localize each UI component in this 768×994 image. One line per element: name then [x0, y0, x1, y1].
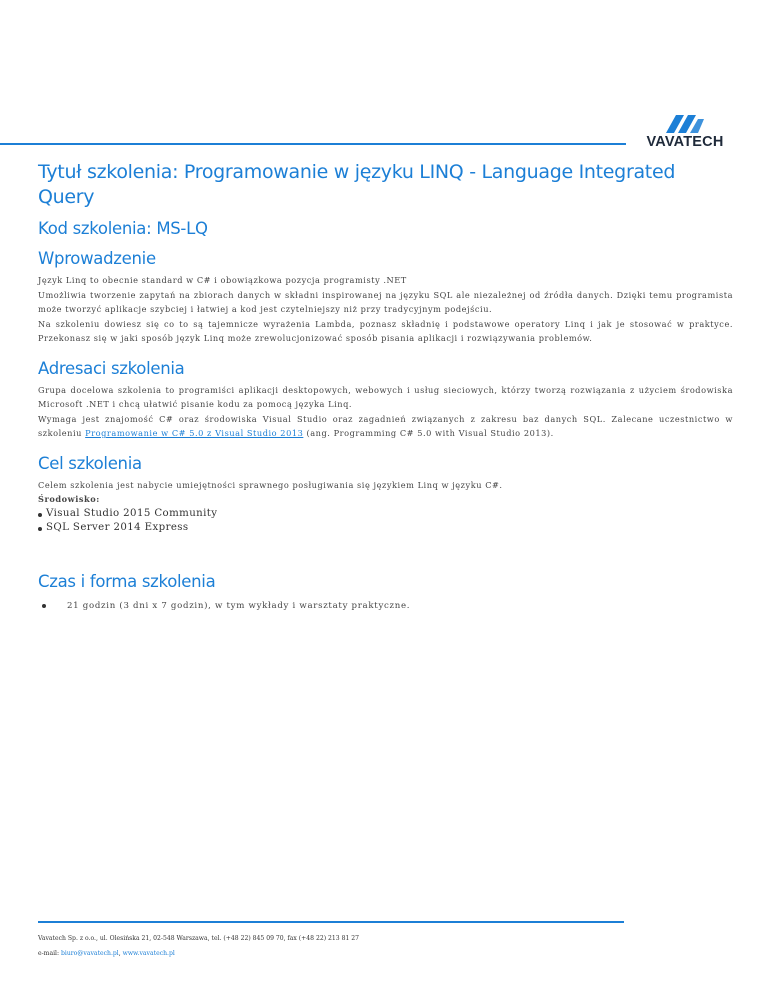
- email-link[interactable]: biuro@vavatech.pl: [60, 950, 119, 957]
- goal-text: Celem szkolenia jest nabycie umiejętności sprawnego posługiwania się językiem Linq w języku C#.: [38, 479, 503, 490]
- course-title: Tytuł szkolenia: Programowanie w języku LINQ - Language Integrated Query: [38, 161, 676, 208]
- intro-line: Na szkoleniu dowiesz się co to są tajemnicze wyrażenia Lambda, poznasz składnię i podstawowe operatory Linq i jak je stosować w praktyce. Przekonasz się w jaki sposób język Linq może zrewolucjonizować sposób pisania aplikacji i rozwiązywania problemów.: [38, 318, 733, 343]
- header-rule: [0, 143, 626, 145]
- footer-rule: [38, 921, 624, 923]
- footer-separator: ,: [118, 950, 123, 957]
- audience-section: [38, 383, 733, 441]
- intro-section: [38, 273, 733, 346]
- environment-item: SQL Server 2014 Express: [38, 521, 733, 535]
- intro-line: Umożliwia tworzenie zapytań na zbiorach danych w składni inspirowanej na języku SQL ale niezależnej od źródła danych. Dzięki temu programista może tworzyć aplikacje szybciej i łatwiej a kod jest czytelniejszy niż przy tradycyjnym podejściu.: [38, 289, 733, 314]
- requirements-text: Wymaga jest znajomość C# oraz środowiska Visual Studio oraz zagadnień związanych z zakresu baz danych SQL. Zalecane uczestnictwo w szkoleniu: [38, 413, 733, 438]
- audience-heading: Adresaci szkolenia: [38, 358, 185, 378]
- footer: [38, 931, 638, 961]
- environment-item: Visual Studio 2015 Community: [38, 507, 733, 521]
- audience-requirements: [38, 412, 733, 441]
- logo-mark-icon: [636, 113, 734, 135]
- vavatech-logo: [636, 113, 734, 155]
- recommended-course-link[interactable]: Programowanie w C# 5.0 z Visual Studio 2013: [85, 428, 304, 438]
- document-content: [38, 160, 733, 613]
- intro-line: Język Linq to obecnie standard w C# i obowiązkowa pozycja programisty .NET: [38, 275, 407, 285]
- duration-item: 21 godzin (3 dni x 7 godzin), w tym wykłady i warsztaty praktyczne.: [38, 599, 733, 613]
- duration-heading: Czas i forma szkolenia: [38, 571, 216, 591]
- footer-contact: [38, 946, 638, 961]
- environment-list: [38, 507, 733, 535]
- audience-line: Grupa docelowa szkolenia to programiści aplikacji desktopowych, webowych i usług sieciowych, którzy tworzą rozwiązania z użyciem środowiska Microsoft .NET i chcą ułatwić pisanie kodu za pomocą języka Linq.: [38, 384, 733, 409]
- requirements-text-end: (ang. Programming C# 5.0 with Visual Studio 2013).: [303, 428, 554, 438]
- environment-label: Środowisko:: [38, 494, 100, 504]
- email-label: e-mail:: [38, 950, 61, 957]
- duration-list: [38, 599, 733, 613]
- website-link[interactable]: www.vavatech.pl: [122, 950, 175, 957]
- intro-heading: Wprowadzenie: [38, 249, 156, 268]
- logo-text: VAVATECH: [646, 134, 724, 150]
- course-code: Kod szkolenia: MS-LQ: [38, 219, 208, 238]
- goal-section: [38, 478, 733, 535]
- footer-address: Vavatech Sp. z o.o., ul. Olesińska 21, 02-548 Warszawa, tel. (+48 22) 845 09 70, fax (+48 22) 213 81 27: [38, 935, 360, 942]
- goal-heading: Cel szkolenia: [38, 453, 142, 473]
